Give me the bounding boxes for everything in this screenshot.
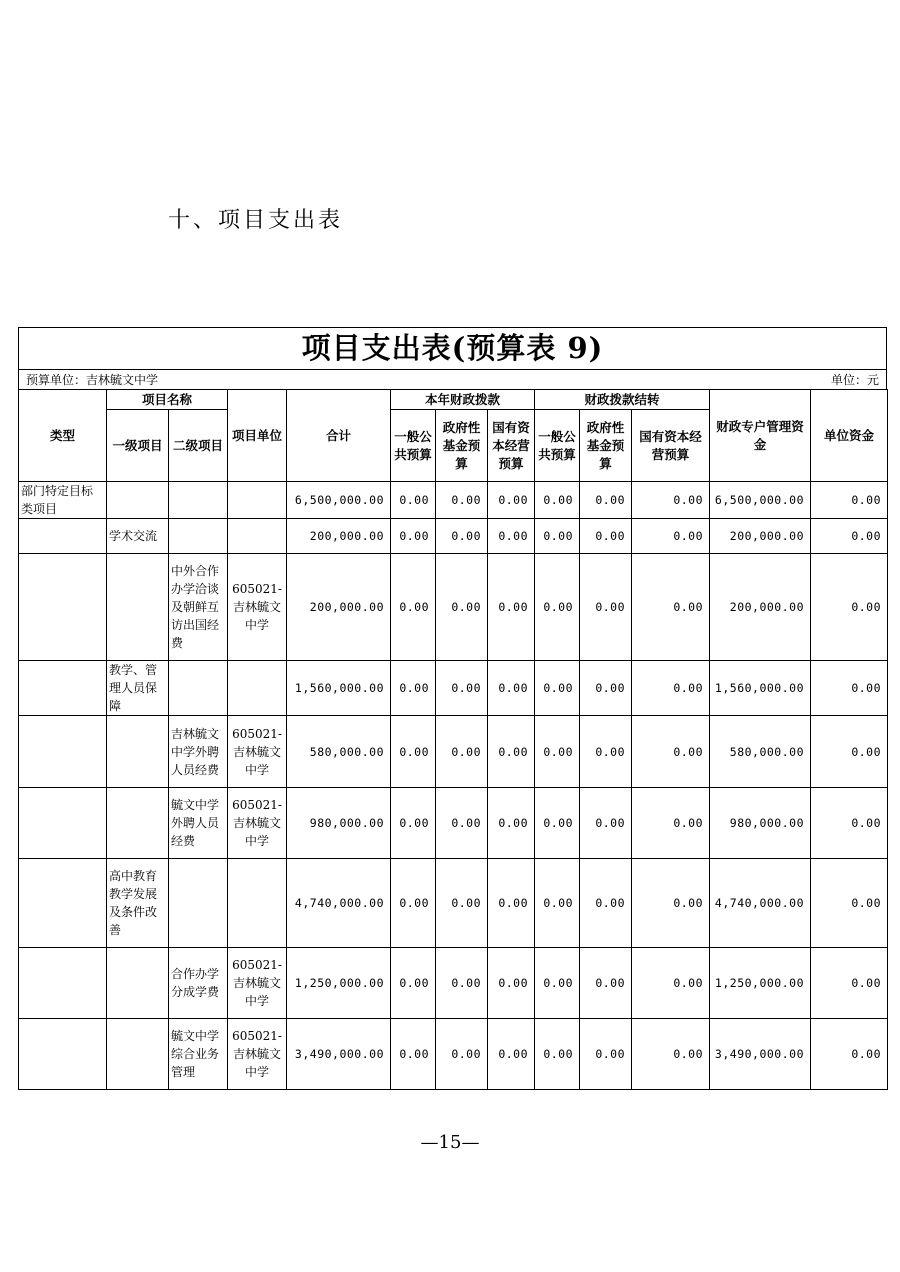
cell-special-fund: 980,000.00 bbox=[710, 788, 811, 859]
cell-general-public-2: 0.00 bbox=[535, 554, 580, 661]
cell-project-unit: 605021-吉林毓文中学 bbox=[228, 948, 287, 1019]
cell-general-public: 0.00 bbox=[391, 716, 436, 788]
col-header-state-capital: 国有资本经营预算 bbox=[488, 410, 535, 482]
table-meta bbox=[18, 369, 887, 389]
cell-gov-fund-2: 0.00 bbox=[580, 661, 632, 716]
section-heading: 十、项目支出表 bbox=[168, 208, 344, 233]
cell-level1 bbox=[107, 948, 169, 1019]
cell-gov-fund-2: 0.00 bbox=[580, 948, 632, 1019]
cell-state-capital-2: 0.00 bbox=[632, 661, 710, 716]
cell-gov-fund: 0.00 bbox=[436, 859, 488, 948]
cell-state-capital: 0.00 bbox=[488, 716, 535, 788]
cell-type bbox=[19, 788, 107, 859]
cell-general-public-2: 0.00 bbox=[535, 519, 580, 554]
cell-special-fund: 1,560,000.00 bbox=[710, 661, 811, 716]
cell-total: 3,490,000.00 bbox=[287, 1019, 391, 1090]
table-row bbox=[19, 519, 888, 554]
table-row bbox=[19, 482, 888, 519]
cell-level2 bbox=[169, 482, 228, 519]
cell-special-fund: 3,490,000.00 bbox=[710, 1019, 811, 1090]
cell-unit-fund: 0.00 bbox=[811, 716, 888, 788]
col-header-general-public: 一般公共预算 bbox=[391, 410, 436, 482]
cell-project-unit: 605021-吉林毓文中学 bbox=[228, 554, 287, 661]
cell-general-public: 0.00 bbox=[391, 859, 436, 948]
currency-unit-label: 单位：元 bbox=[830, 373, 879, 387]
col-header-general-public-2: 一般公共预算 bbox=[535, 410, 580, 482]
cell-unit-fund: 0.00 bbox=[811, 788, 888, 859]
cell-gov-fund-2: 0.00 bbox=[580, 554, 632, 661]
col-header-level1: 一级项目 bbox=[107, 410, 169, 482]
cell-state-capital: 0.00 bbox=[488, 519, 535, 554]
table-row bbox=[19, 554, 888, 661]
cell-level2 bbox=[169, 519, 228, 554]
cell-unit-fund: 0.00 bbox=[811, 519, 888, 554]
project-expenditure-table bbox=[18, 327, 887, 1090]
cell-state-capital-2: 0.00 bbox=[632, 554, 710, 661]
cell-general-public: 0.00 bbox=[391, 788, 436, 859]
cell-type bbox=[19, 519, 107, 554]
cell-level2 bbox=[169, 661, 228, 716]
cell-unit-fund: 0.00 bbox=[811, 948, 888, 1019]
cell-general-public-2: 0.00 bbox=[535, 788, 580, 859]
cell-level1 bbox=[107, 716, 169, 788]
table-title: 项目支出表(预算表 9) bbox=[18, 327, 887, 369]
cell-special-fund: 1,250,000.00 bbox=[710, 948, 811, 1019]
cell-unit-fund: 0.00 bbox=[811, 859, 888, 948]
cell-level1 bbox=[107, 554, 169, 661]
col-header-type: 类型 bbox=[19, 390, 107, 482]
cell-special-fund: 6,500,000.00 bbox=[710, 482, 811, 519]
cell-special-fund: 200,000.00 bbox=[710, 554, 811, 661]
cell-general-public-2: 0.00 bbox=[535, 948, 580, 1019]
cell-project-unit: 605021-吉林毓文中学 bbox=[228, 788, 287, 859]
cell-project-unit bbox=[228, 482, 287, 519]
col-header-special-fund: 财政专户管理资金 bbox=[710, 390, 811, 482]
cell-level2: 吉林毓文中学外聘人员经费 bbox=[169, 716, 228, 788]
cell-total: 6,500,000.00 bbox=[287, 482, 391, 519]
cell-state-capital: 0.00 bbox=[488, 948, 535, 1019]
cell-type bbox=[19, 1019, 107, 1090]
cell-gov-fund: 0.00 bbox=[436, 519, 488, 554]
cell-gov-fund: 0.00 bbox=[436, 948, 488, 1019]
cell-total: 1,560,000.00 bbox=[287, 661, 391, 716]
cell-gov-fund: 0.00 bbox=[436, 788, 488, 859]
cell-state-capital-2: 0.00 bbox=[632, 788, 710, 859]
col-header-level2: 二级项目 bbox=[169, 410, 228, 482]
col-header-current-year: 本年财政拨款 bbox=[391, 390, 535, 410]
col-header-unit-fund: 单位资金 bbox=[811, 390, 888, 482]
cell-state-capital-2: 0.00 bbox=[632, 859, 710, 948]
col-header-gov-fund: 政府性基金预算 bbox=[436, 410, 488, 482]
cell-state-capital-2: 0.00 bbox=[632, 716, 710, 788]
cell-state-capital: 0.00 bbox=[488, 1019, 535, 1090]
cell-unit-fund: 0.00 bbox=[811, 482, 888, 519]
cell-total: 200,000.00 bbox=[287, 519, 391, 554]
cell-general-public: 0.00 bbox=[391, 519, 436, 554]
cell-total: 580,000.00 bbox=[287, 716, 391, 788]
cell-project-unit: 605021-吉林毓文中学 bbox=[228, 1019, 287, 1090]
cell-type: 部门特定目标类项目 bbox=[19, 482, 107, 519]
cell-total: 980,000.00 bbox=[287, 788, 391, 859]
table-row bbox=[19, 859, 888, 948]
cell-special-fund: 580,000.00 bbox=[710, 716, 811, 788]
cell-general-public: 0.00 bbox=[391, 948, 436, 1019]
cell-level2: 合作办学分成学费 bbox=[169, 948, 228, 1019]
cell-gov-fund-2: 0.00 bbox=[580, 716, 632, 788]
cell-general-public-2: 0.00 bbox=[535, 716, 580, 788]
cell-special-fund: 4,740,000.00 bbox=[710, 859, 811, 948]
cell-state-capital-2: 0.00 bbox=[632, 1019, 710, 1090]
col-header-gov-fund-2: 政府性基金预算 bbox=[580, 410, 632, 482]
cell-general-public: 0.00 bbox=[391, 554, 436, 661]
header-row-1 bbox=[19, 390, 888, 410]
col-header-state-capital-2: 国有资本经营预算 bbox=[632, 410, 710, 482]
cell-gov-fund-2: 0.00 bbox=[580, 1019, 632, 1090]
cell-state-capital-2: 0.00 bbox=[632, 948, 710, 1019]
cell-general-public: 0.00 bbox=[391, 482, 436, 519]
col-header-total: 合计 bbox=[287, 390, 391, 482]
cell-state-capital: 0.00 bbox=[488, 661, 535, 716]
cell-state-capital: 0.00 bbox=[488, 554, 535, 661]
table-row bbox=[19, 661, 888, 716]
cell-state-capital: 0.00 bbox=[488, 482, 535, 519]
cell-level1 bbox=[107, 788, 169, 859]
cell-general-public-2: 0.00 bbox=[535, 661, 580, 716]
data-table bbox=[18, 389, 888, 1090]
cell-state-capital: 0.00 bbox=[488, 788, 535, 859]
cell-gov-fund: 0.00 bbox=[436, 716, 488, 788]
cell-gov-fund-2: 0.00 bbox=[580, 519, 632, 554]
page-number: —15— bbox=[420, 1132, 480, 1153]
table-row bbox=[19, 788, 888, 859]
cell-state-capital-2: 0.00 bbox=[632, 482, 710, 519]
table-row bbox=[19, 716, 888, 788]
cell-state-capital: 0.00 bbox=[488, 859, 535, 948]
cell-gov-fund: 0.00 bbox=[436, 554, 488, 661]
cell-level1 bbox=[107, 482, 169, 519]
cell-level1 bbox=[107, 1019, 169, 1090]
col-header-project-name: 项目名称 bbox=[107, 390, 228, 410]
cell-gov-fund: 0.00 bbox=[436, 661, 488, 716]
cell-state-capital-2: 0.00 bbox=[632, 519, 710, 554]
cell-level1: 学术交流 bbox=[107, 519, 169, 554]
cell-general-public-2: 0.00 bbox=[535, 482, 580, 519]
cell-total: 1,250,000.00 bbox=[287, 948, 391, 1019]
cell-special-fund: 200,000.00 bbox=[710, 519, 811, 554]
cell-type bbox=[19, 948, 107, 1019]
cell-level1: 教学、管理人员保障 bbox=[107, 661, 169, 716]
budget-unit-label: 预算单位：吉林毓文中学 bbox=[26, 373, 159, 387]
table-row bbox=[19, 948, 888, 1019]
cell-level2: 毓文中学外聘人员经费 bbox=[169, 788, 228, 859]
cell-level2 bbox=[169, 859, 228, 948]
cell-project-unit bbox=[228, 859, 287, 948]
cell-general-public-2: 0.00 bbox=[535, 859, 580, 948]
cell-total: 200,000.00 bbox=[287, 554, 391, 661]
cell-general-public-2: 0.00 bbox=[535, 1019, 580, 1090]
cell-type bbox=[19, 554, 107, 661]
cell-general-public: 0.00 bbox=[391, 1019, 436, 1090]
cell-type bbox=[19, 716, 107, 788]
cell-level2: 毓文中学综合业务管理 bbox=[169, 1019, 228, 1090]
cell-level1: 高中教育教学发展及条件改善 bbox=[107, 859, 169, 948]
cell-gov-fund: 0.00 bbox=[436, 482, 488, 519]
cell-gov-fund-2: 0.00 bbox=[580, 788, 632, 859]
cell-gov-fund: 0.00 bbox=[436, 1019, 488, 1090]
cell-unit-fund: 0.00 bbox=[811, 1019, 888, 1090]
col-header-carryover: 财政拨款结转 bbox=[535, 390, 710, 410]
cell-project-unit: 605021-吉林毓文中学 bbox=[228, 716, 287, 788]
cell-general-public: 0.00 bbox=[391, 661, 436, 716]
cell-type bbox=[19, 661, 107, 716]
cell-level2: 中外合作办学洽谈及朝鲜互访出国经费 bbox=[169, 554, 228, 661]
cell-project-unit bbox=[228, 661, 287, 716]
cell-unit-fund: 0.00 bbox=[811, 661, 888, 716]
cell-gov-fund-2: 0.00 bbox=[580, 482, 632, 519]
cell-total: 4,740,000.00 bbox=[287, 859, 391, 948]
cell-project-unit bbox=[228, 519, 287, 554]
table-row bbox=[19, 1019, 888, 1090]
cell-type bbox=[19, 859, 107, 948]
cell-unit-fund: 0.00 bbox=[811, 554, 888, 661]
col-header-project-unit: 项目单位 bbox=[228, 390, 287, 482]
cell-gov-fund-2: 0.00 bbox=[580, 859, 632, 948]
